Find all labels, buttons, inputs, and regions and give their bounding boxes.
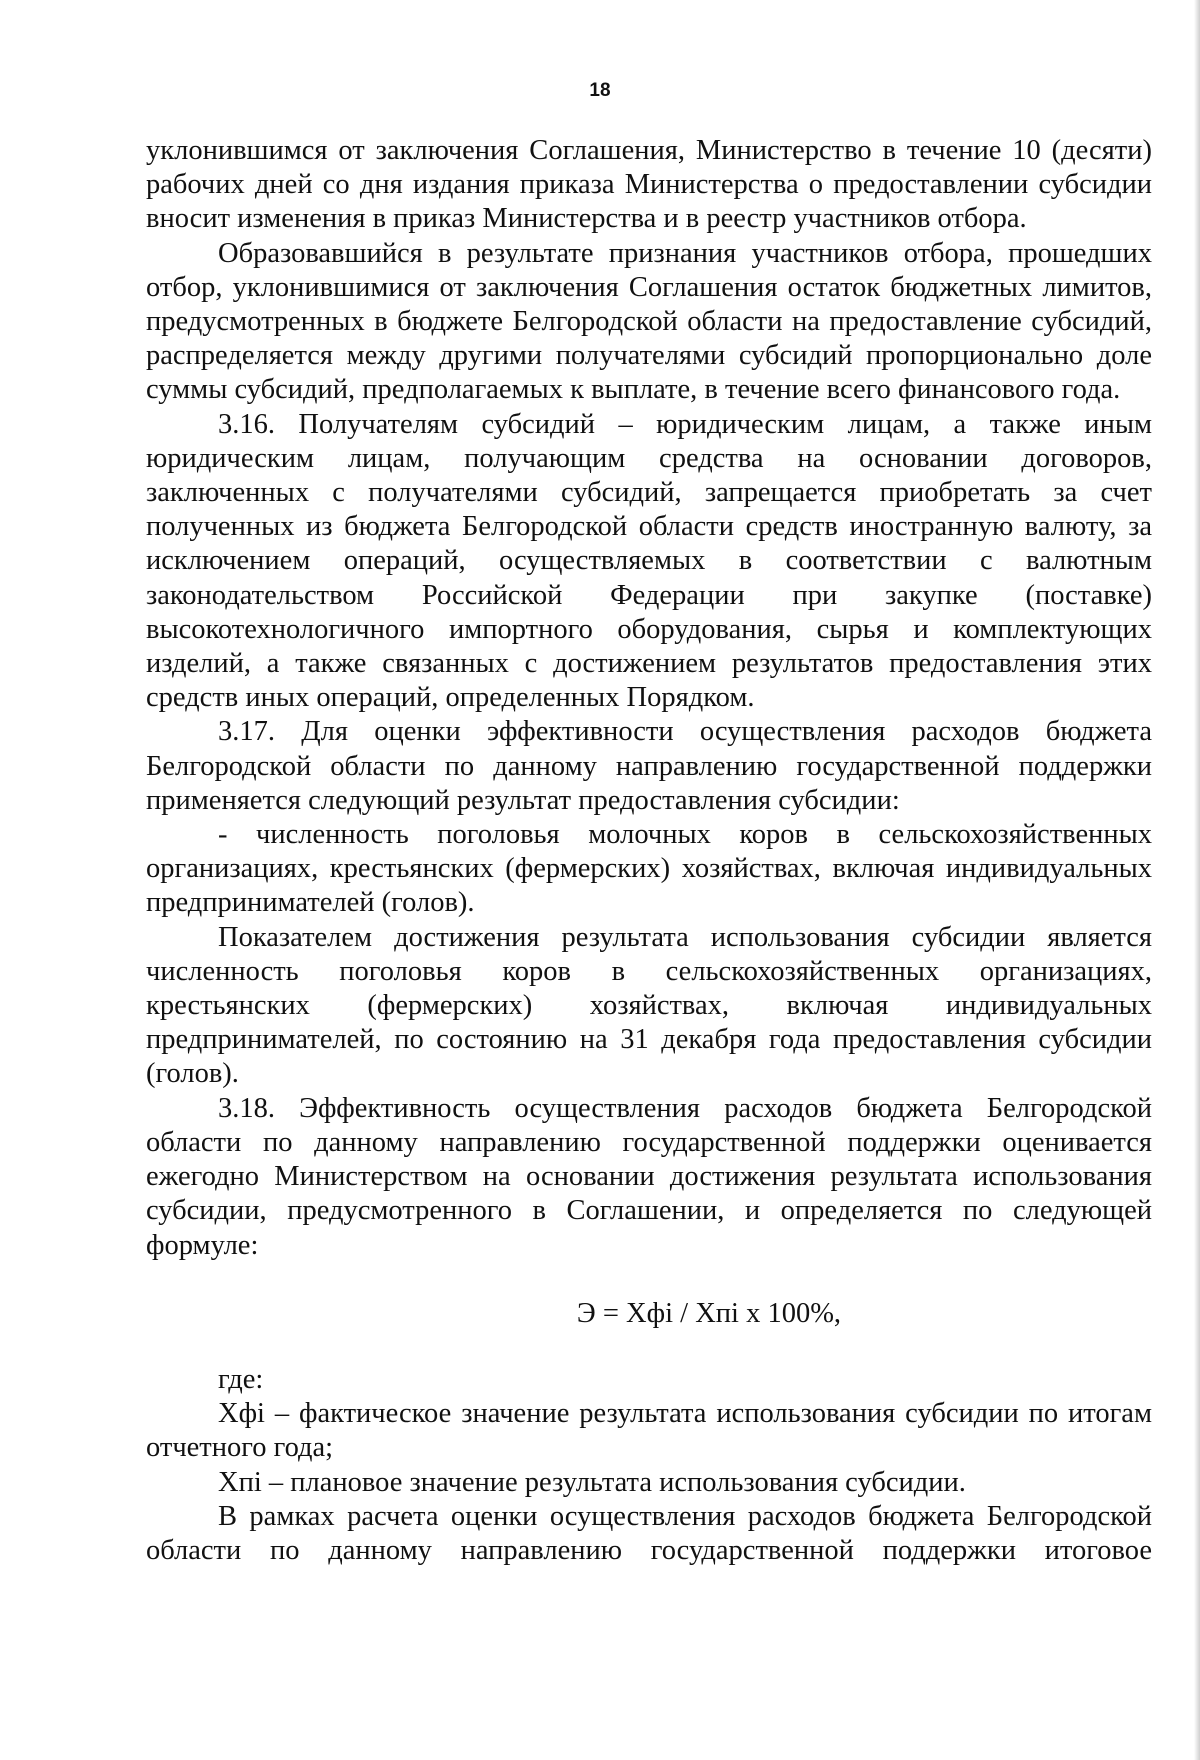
page-number: 18 [589,80,611,101]
document-body [146,134,1152,1568]
paragraph-3-16: 3.16. Получателям субсидий – юридическим лицам, а также иным юридическим лицам, получающим средства на основании договоров, заключенных с получателями субсидий, запрещается приобретать за счет полученных из бюджета Белгородской области средств иностранную валюту, за исключением операций, осуществляемых в соответствии с валютным законодательством Российской Федерации при закупке (поставке) высокотехнологичного импортного оборудования, сырья и комплектующих изделий, а также связанных с достижением результатов предоставления этих средств иных операций, определенных Порядком. [146,408,1152,714]
paragraph-indicator: Показателем достижения результата использования субсидии является численность поголовья коров в сельскохозяйственных организациях, крестьянских (фермерских) хозяйствах, включая индивидуальных предпринимателей, по состоянию на 31 декабря года предоставления субсидии (голов). [146,921,1152,1090]
where-label: где: [218,1363,264,1395]
paragraph-3-17: 3.17. Для оценки эффективности осуществления расходов бюджета Белгородской области по данному направлению государственной поддержки применяется следующий результат предоставления субсидии: [146,716,1152,816]
definition-actual-value: Хфi – фактическое значение результата использования субсидии по итогам отчетного года; [146,1398,1152,1464]
efficiency-formula: Э = Хфi / Хпi х 100%, [576,1297,842,1329]
definition-planned-value: Хпi – плановое значение результата использования субсидии. [218,1466,966,1498]
paragraph-result-item: - численность поголовья молочных коров в сельскохозяйственных организациях, крестьянских (фермерских) хозяйствах, включая индивидуальных предпринимателей (голов). [146,819,1152,919]
paragraph-remaining-limits: Образовавшийся в результате признания участников отбора, прошедших отбор, уклонившимися от заключения Соглашения остаток бюджетных лимитов, предусмотренных в бюджете Белгородской области на предоставление субсидий, распределяется между другими получателями субсидий пропорционально доле суммы субсидий, предполагаемых к выплате, в течение всего финансового года. [146,237,1152,406]
paragraph-3-18: 3.18. Эффективность осуществления расходов бюджета Белгородской области по данному направлению государственной поддержки оценивается ежегодно Министерством на основании достижения результата использования субсидии, предусмотренного в Соглашении, и определяется по следующей формуле: [146,1092,1152,1261]
scan-edge-shadow [1194,0,1200,1760]
paragraph-closing: В рамках расчета оценки осуществления расходов бюджета Белгородской области по данному направлению государственной поддержки итоговое [146,1500,1152,1566]
paragraph-continuation: уклонившимся от заключения Соглашения, Министерство в течение 10 (десяти) рабочих дней со дня издания приказа Министерства о предоставлении субсидии вносит изменения в приказ Министерства и в реестр участников отбора. [146,135,1152,235]
